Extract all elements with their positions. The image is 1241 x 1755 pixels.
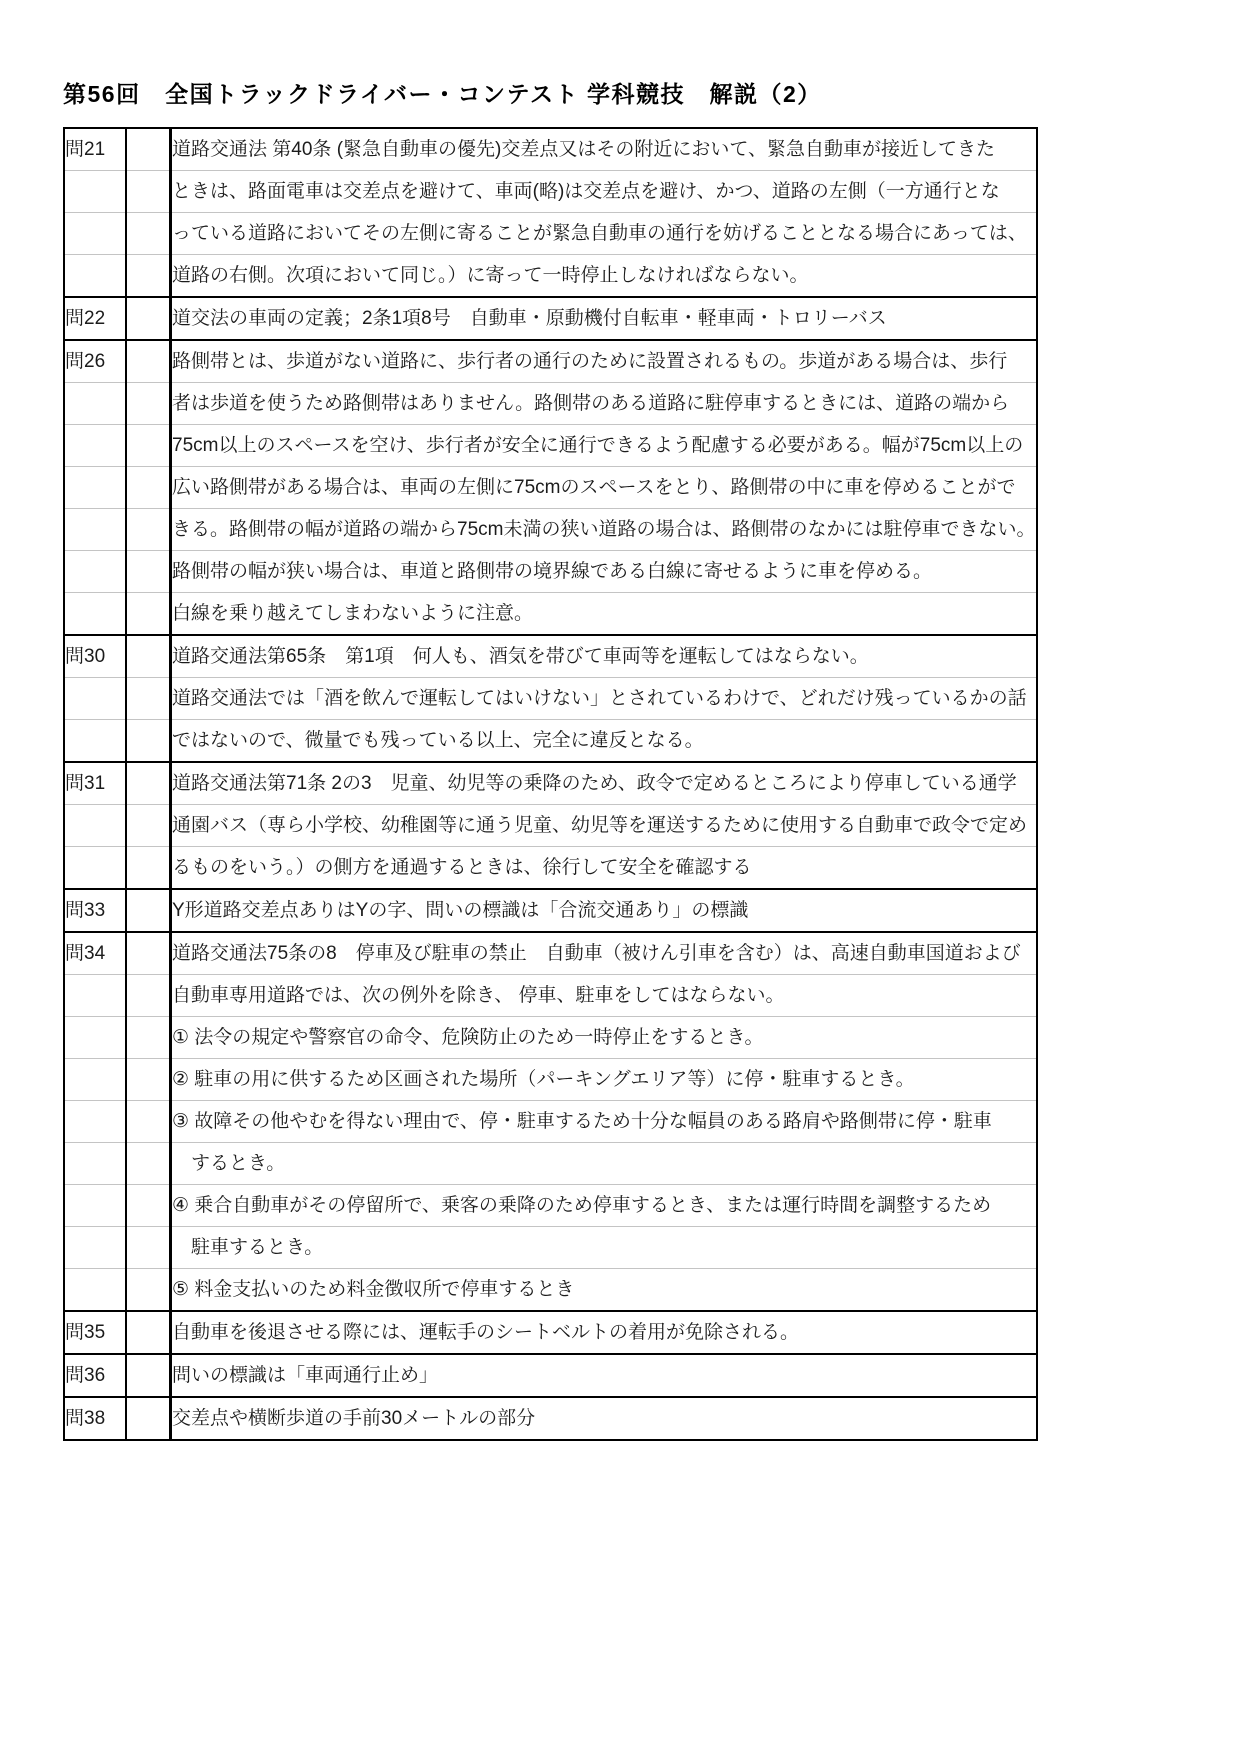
question-number-cell [64, 255, 126, 298]
explanation-line: 問いの標識は「車両通行止め」 [171, 1354, 1038, 1397]
answer-mark-cell [126, 932, 171, 975]
question-number-cell: 問35 [64, 1311, 126, 1354]
explanation-line: 広い路側帯がある場合は、車両の左側に75cmのスペースをとり、路側帯の中に車を停めることがで [171, 467, 1038, 509]
question-number-cell [64, 1059, 126, 1101]
explanation-line: ① 法令の規定や警察官の命令、危険防止のため一時停止をするとき。 [171, 1017, 1038, 1059]
answer-mark-cell [126, 847, 171, 890]
answer-mark-cell [126, 1017, 171, 1059]
question-number-cell [64, 1227, 126, 1269]
explanation-line: ④ 乗合自動車がその停留所で、乗客の乗降のため停車するとき、または運行時間を調整するため [171, 1185, 1038, 1227]
explanation-line: 交差点や横断歩道の手前30メートルの部分 [171, 1397, 1038, 1440]
table-row [64, 255, 1037, 298]
table-row [64, 1269, 1037, 1312]
question-number-cell [64, 593, 126, 636]
answer-mark-cell [126, 635, 171, 678]
answer-mark-cell [126, 213, 171, 255]
table-row [64, 847, 1037, 890]
table-row [64, 128, 1037, 171]
explanation-line: するとき。 [171, 1143, 1038, 1185]
explanation-line: きる。路側帯の幅が道路の端から75cm未満の狭い道路の場合は、路側帯のなかには駐停車できない。 [171, 509, 1038, 551]
question-number-cell: 問26 [64, 340, 126, 383]
explanation-line: 道路交通法 第40条 (緊急自動車の優先)交差点又はその附近において、緊急自動車が接近してきた [171, 128, 1038, 171]
table-row [64, 213, 1037, 255]
answer-mark-cell [126, 1185, 171, 1227]
answer-mark-cell [126, 1101, 171, 1143]
question-number-cell [64, 805, 126, 847]
question-number-cell [64, 847, 126, 890]
question-number-cell: 問36 [64, 1354, 126, 1397]
table-row [64, 1059, 1037, 1101]
answer-mark-cell [126, 1354, 171, 1397]
table-row [64, 932, 1037, 975]
question-number-cell [64, 551, 126, 593]
answer-mark-cell [126, 255, 171, 298]
question-number-cell [64, 467, 126, 509]
question-number-cell [64, 509, 126, 551]
table-row [64, 1101, 1037, 1143]
answer-mark-cell [126, 720, 171, 763]
table-row [64, 593, 1037, 636]
explanation-line: 白線を乗り越えてしまわないように注意。 [171, 593, 1038, 636]
explanation-line: ときは、路面電車は交差点を避けて、車両(略)は交差点を避け、かつ、道路の左側（一方通行とな [171, 171, 1038, 213]
question-number-cell [64, 1185, 126, 1227]
explanation-line: ③ 故障その他やむを得ない理由で、停・駐車するため十分な幅員のある路肩や路側帯に停・駐車 [171, 1101, 1038, 1143]
question-number-cell: 問30 [64, 635, 126, 678]
question-number-cell [64, 171, 126, 213]
explanation-line: 自動車を後退させる際には、運転手のシートベルトの着用が免除される。 [171, 1311, 1038, 1354]
answer-mark-cell [126, 1269, 171, 1312]
table-row [64, 762, 1037, 805]
table-row [64, 1397, 1037, 1440]
question-number-cell [64, 1143, 126, 1185]
explanation-line: 者は歩道を使うため路側帯はありません。路側帯のある道路に駐停車するときには、道路の端から [171, 383, 1038, 425]
answer-mark-cell [126, 128, 171, 171]
page-title: 第56回 全国トラックドライバー・コンテスト 学科競技 解説（2） [63, 81, 822, 107]
answer-mark-cell [126, 551, 171, 593]
answer-mark-cell [126, 678, 171, 720]
question-number-cell: 問34 [64, 932, 126, 975]
answer-mark-cell [126, 425, 171, 467]
table-row [64, 720, 1037, 763]
answer-table [63, 127, 1038, 1441]
question-number-cell [64, 678, 126, 720]
explanation-line: 道交法の車両の定義；2条1項8号 自動車・原動機付自転車・軽車両・トロリーバス [171, 297, 1038, 340]
question-number-cell [64, 213, 126, 255]
question-number-cell: 問33 [64, 889, 126, 932]
explanation-line: Y形道路交差点ありはYの字、問いの標識は「合流交通あり」の標識 [171, 889, 1038, 932]
table-row [64, 425, 1037, 467]
explanation-line: 道路交通法第71条 2の3 児童、幼児等の乗降のため、政令で定めるところにより停車している通学 [171, 762, 1038, 805]
table-row [64, 551, 1037, 593]
answer-mark-cell [126, 340, 171, 383]
explanation-line: 自動車専用道路では、次の例外を除き、 停車、駐車をしてはならない。 [171, 975, 1038, 1017]
table-row [64, 1311, 1037, 1354]
table-row [64, 383, 1037, 425]
explanation-line: 道路交通法75条の8 停車及び駐車の禁止 自動車（被けん引車を含む）は、高速自動車国道および [171, 932, 1038, 975]
answer-mark-cell [126, 975, 171, 1017]
answer-mark-cell [126, 1227, 171, 1269]
explanation-line: 通園バス（専ら小学校、幼稚園等に通う児童、幼児等を運送するために使用する自動車で政令で定め [171, 805, 1038, 847]
table-row [64, 340, 1037, 383]
question-number-cell: 問38 [64, 1397, 126, 1440]
question-number-cell [64, 975, 126, 1017]
explanation-line: 駐車するとき。 [171, 1227, 1038, 1269]
table-row [64, 805, 1037, 847]
answer-mark-cell [126, 805, 171, 847]
explanation-line: ② 駐車の用に供するため区画された場所（パーキングエリア等）に停・駐車するとき。 [171, 1059, 1038, 1101]
table-row [64, 975, 1037, 1017]
question-number-cell: 問22 [64, 297, 126, 340]
table-row [64, 1143, 1037, 1185]
explanation-line: っている道路においてその左側に寄ることが緊急自動車の通行を妨げることとなる場合にあっては、 [171, 213, 1038, 255]
table-row [64, 1185, 1037, 1227]
answer-mark-cell [126, 1311, 171, 1354]
explanation-line: ⑤ 料金支払いのため料金徴収所で停車するとき [171, 1269, 1038, 1312]
question-number-cell: 問31 [64, 762, 126, 805]
explanation-line: 75cm以上のスペースを空け、歩行者が安全に通行できるよう配慮する必要がある。幅が75cm以上の [171, 425, 1038, 467]
explanation-line: 路側帯とは、歩道がない道路に、歩行者の通行のために設置されるもの。歩道がある場合は、歩行 [171, 340, 1038, 383]
table-row [64, 171, 1037, 213]
explanation-line: 道路交通法第65条 第1項 何人も、酒気を帯びて車両等を運転してはならない。 [171, 635, 1038, 678]
explanation-line: 道路交通法では「酒を飲んで運転してはいけない」とされているわけで、どれだけ残っているかの話 [171, 678, 1038, 720]
answer-mark-cell [126, 889, 171, 932]
explanation-line: ではないので、微量でも残っている以上、完全に違反となる。 [171, 720, 1038, 763]
answer-mark-cell [126, 297, 171, 340]
answer-mark-cell [126, 1143, 171, 1185]
explanation-line: るものをいう。）の側方を通過するときは、徐行して安全を確認する [171, 847, 1038, 890]
question-number-cell [64, 383, 126, 425]
table-row [64, 1354, 1037, 1397]
question-number-cell [64, 720, 126, 763]
answer-mark-cell [126, 467, 171, 509]
table-row [64, 678, 1037, 720]
answer-table-body [64, 128, 1037, 1440]
answer-mark-cell [126, 383, 171, 425]
table-row [64, 889, 1037, 932]
answer-mark-cell [126, 593, 171, 636]
table-row [64, 509, 1037, 551]
question-number-cell [64, 1101, 126, 1143]
answer-mark-cell [126, 762, 171, 805]
explanation-line: 路側帯の幅が狭い場合は、車道と路側帯の境界線である白線に寄せるように車を停める。 [171, 551, 1038, 593]
table-row [64, 1017, 1037, 1059]
table-row [64, 1227, 1037, 1269]
question-number-cell [64, 1017, 126, 1059]
answer-mark-cell [126, 171, 171, 213]
answer-mark-cell [126, 509, 171, 551]
explanation-line: 道路の右側。次項において同じ。）に寄って一時停止しなければならない。 [171, 255, 1038, 298]
question-number-cell [64, 425, 126, 467]
table-row [64, 467, 1037, 509]
table-row [64, 635, 1037, 678]
answer-mark-cell [126, 1397, 171, 1440]
answer-mark-cell [126, 1059, 171, 1101]
table-row [64, 297, 1037, 340]
question-number-cell [64, 1269, 126, 1312]
question-number-cell: 問21 [64, 128, 126, 171]
